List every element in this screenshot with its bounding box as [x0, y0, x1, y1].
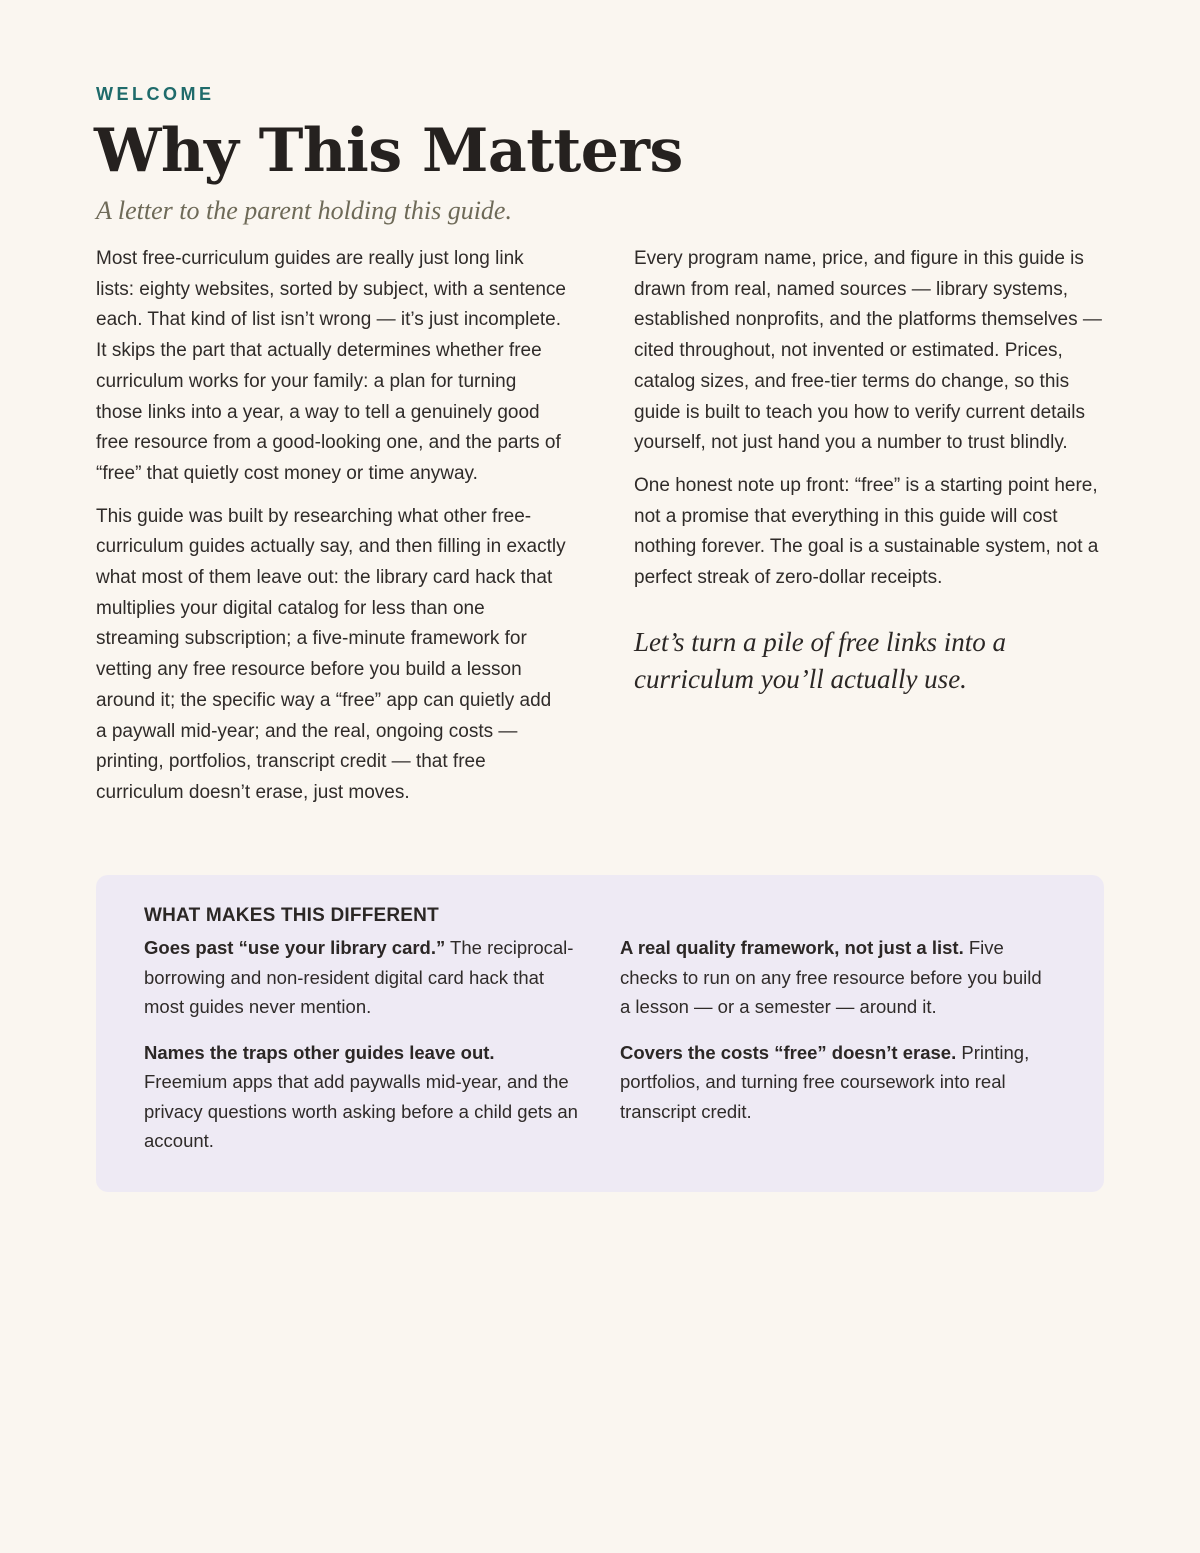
closing-quote: Let’s turn a pile of free links into a curriculum you’ll actually use. — [634, 626, 1006, 694]
eyebrow-label: WELCOME — [96, 84, 215, 104]
body-paragraph: Most free-curriculum guides are really just long link lists: eighty websites, sorted by subject, with a sentence each. That kind of list isn’t wrong — it’s just incomplete. It skips the part that actually determines whether free curriculum works for your family: a plan for turning those links into a year, a way to tell a genuinely good free resource from a good-looking one, and the parts of “free” that quietly cost money or time anyway. — [96, 248, 566, 484]
page-subtitle: A letter to the parent holding this guide. — [96, 196, 512, 225]
page-title: Why This Matters — [94, 116, 683, 186]
callout-grid — [144, 933, 1056, 1172]
callout-item-text: Printing, portfolios, and turning free coursework into real transcript credit. — [620, 1041, 1030, 1122]
differences-callout — [96, 875, 1104, 1192]
callout-item-text: Five checks to run on any free resource before you build a lesson — or a semester — around it. — [620, 937, 1042, 1017]
callout-item-text: The reciprocal-borrowing and non-resident digital card hack that most guides never mention. — [144, 937, 574, 1017]
body-paragraph: This guide was built by researching what other free-curriculum guides actually say, and then filling in exactly what most of them leave out: the library card hack that multiplies your digital catalog for less than one streaming subscription; a five-minute framework for vetting any free resource before you build a lesson around it; the specific way a “free” app can quietly add a paywall mid-year; and the real, ongoing costs — printing, portfolios, transcript credit — that free curriculum doesn’t erase, just moves. — [96, 505, 566, 803]
body-columns — [96, 244, 1104, 821]
callout-item — [144, 1038, 580, 1156]
callout-heading: WHAT MAKES THIS DIFFERENT — [144, 905, 439, 926]
left-column — [96, 244, 566, 821]
callout-left-column — [144, 933, 580, 1172]
callout-item-lead: A real quality framework, not just a list. — [620, 937, 964, 958]
callout-item — [144, 933, 580, 1022]
body-paragraph: Every program name, price, and figure in this guide is drawn from real, named sources — library systems, established nonprofits, and the platforms themselves — cited throughout, not invented or estimated. Prices, catalog sizes, and free-tier terms do change, so this guide is built to teach you how to verify current details yourself, not just hand you a number to trust blindly. — [634, 248, 1102, 454]
callout-item-lead: Names the traps other guides leave out. — [144, 1041, 495, 1063]
callout-item-lead: Covers the costs “free” doesn’t erase. — [620, 1041, 957, 1063]
callout-item — [620, 933, 1056, 1022]
callout-right-column — [620, 933, 1056, 1172]
callout-item-text: Freemium apps that add paywalls mid-year, and the privacy questions worth asking before a child gets an account. — [144, 1071, 578, 1151]
body-paragraph: One honest note up front: “free” is a starting point here, not a promise that everything in this guide will cost nothing forever. The goal is a sustainable system, not a perfect streak of zero-dollar receipts. — [634, 474, 1099, 589]
right-column — [634, 244, 1104, 821]
callout-item-lead: Goes past “use your library card.” — [144, 937, 446, 958]
letter-section — [96, 82, 1104, 821]
callout-item — [620, 1038, 1056, 1127]
